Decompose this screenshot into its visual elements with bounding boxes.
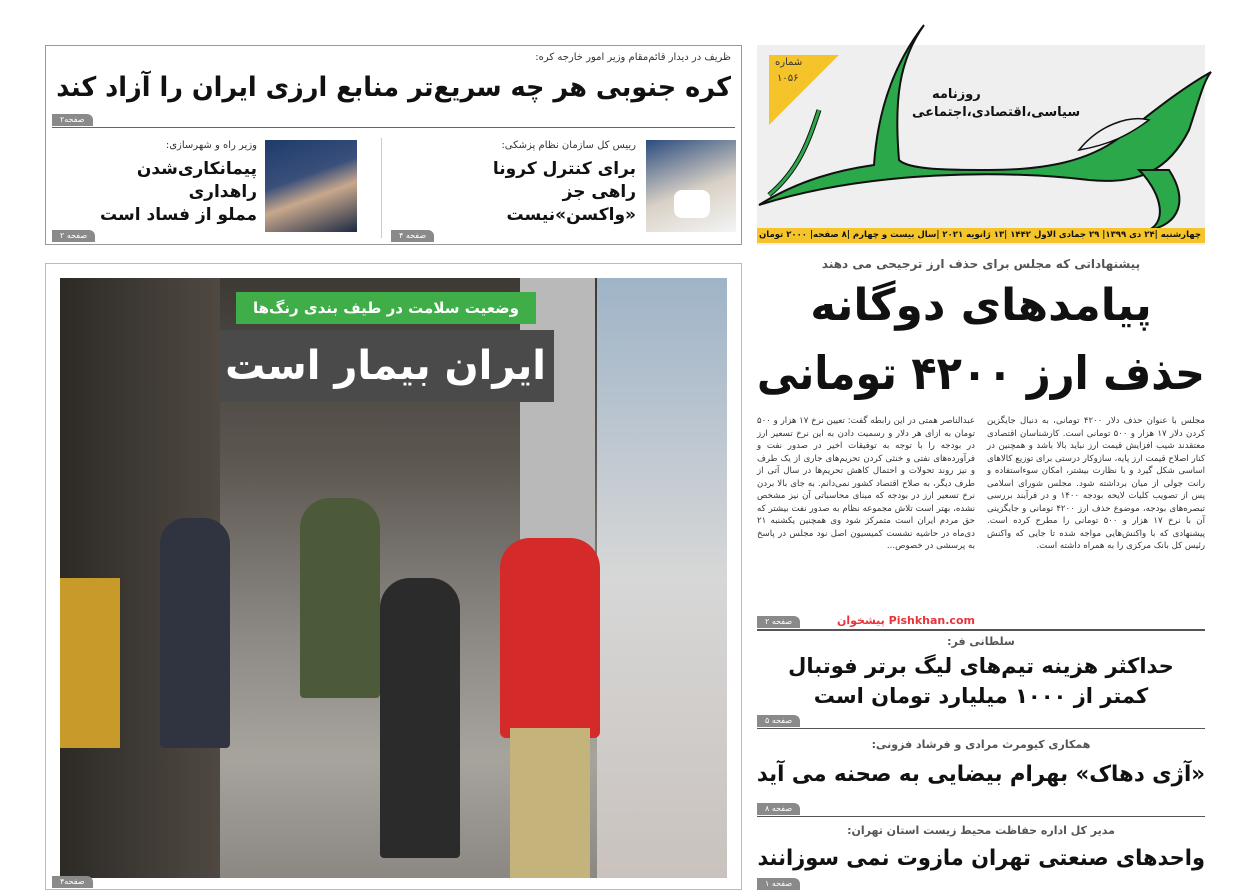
divider bbox=[381, 138, 382, 238]
masthead bbox=[757, 45, 1205, 245]
mask-shape bbox=[674, 190, 710, 218]
brief-football[interactable] bbox=[757, 632, 1205, 732]
top-story-kicker: ظریف در دیدار قائم‌مقام وزیر امور خارجه کره: bbox=[535, 52, 731, 63]
page-tag: صفحه۲ bbox=[52, 114, 93, 126]
issue-number: ۱۰۵۶ bbox=[777, 73, 799, 84]
headline-line: راهی جز bbox=[562, 182, 636, 202]
photo-headline-band bbox=[219, 330, 554, 402]
paper-type: روزنامه bbox=[932, 87, 981, 102]
divider bbox=[757, 629, 1205, 631]
sub-story-medical[interactable] bbox=[391, 134, 736, 244]
portrait-photo bbox=[265, 140, 357, 232]
divider bbox=[757, 816, 1205, 817]
page-tag: صفحه ۲ bbox=[52, 230, 95, 242]
sub-story-kicker: رییس کل سازمان نظام پزشکی: bbox=[501, 140, 636, 151]
sub-story-kicker: وزیر راه و شهرسازی: bbox=[165, 140, 257, 151]
page-tag: صفحه ۵ bbox=[757, 715, 800, 727]
headline-line: پیمانکاری‌شدن bbox=[136, 159, 257, 179]
lead-headline-1: پیامدهای دوگانه bbox=[810, 280, 1152, 331]
portrait-photo bbox=[646, 140, 736, 232]
lead-story[interactable] bbox=[757, 255, 1205, 630]
headline-line: «واکسن»نیست bbox=[506, 205, 636, 225]
photo-headline: ایران بیمار است bbox=[225, 343, 546, 389]
dateline-bar bbox=[757, 228, 1205, 243]
headline-line: مملو از فساد است bbox=[100, 205, 257, 225]
pishkhan-watermark: پیشخوان Pishkhan.com bbox=[837, 614, 975, 627]
brief-kicker: سلطانی فر: bbox=[947, 635, 1015, 648]
photo-kicker-band bbox=[236, 292, 536, 324]
headline-line: راهداری bbox=[188, 182, 257, 202]
page-tag: صفحه ۸ bbox=[757, 803, 800, 815]
dateline: چهارشنبه |۲۴ دی ۱۳۹۹| ۲۹ جمادی الاول ۱۴۴۲ |۱۳ ژانویه ۲۰۲۱ |سال بیست و چهارم |۸ صفحه| ۲۰۰۰ تومان bbox=[759, 230, 1201, 240]
lead-body-left: عبدالناصر همتی در این رابطه گفت: تعیین نرخ ۱۷ هزار و ۵۰۰ تومان به ازای هر دلار و رسمیت دادن به این نرخ تسعیر ارز در بودجه را با توجه به توفیقات اخیر در صدور نفت و فرآورده‌های نفتی و خنثی کردن تحریم‌های جاری از یک طرف و نیز روند تحولات و احتمال کاهش تحریم‌ها در سال آتی از طرف دیگر، به صلاح اقتصاد کشور نمی‌دانم. به جای بالا بردن نرخ تسعیر ارز در بودجه که مبنای محاسباتی آن نیز مشخص نشده، بهتر است تلاش مجموعه نظام به صدور نفت بیشتر که حق مردم ایران است متمرکز شود وی همچنین یکشنبه ۲۱ دی‌ماه در حاشیه نشست کمیسیون اصل نود مجلس در پاسخ به پرسشی در خصوص... bbox=[757, 416, 975, 551]
lead-headline-2: حذف ارز ۴۲۰۰ تومانی bbox=[756, 346, 1205, 400]
brief-headline: «آژی دهاک» بهرام بیضایی به صحنه می آید bbox=[756, 762, 1205, 787]
paper-subtitle: سیاسی،اقتصادی،اجتماعی bbox=[912, 105, 1081, 120]
page-tag: صفحه ۴ bbox=[391, 230, 434, 242]
photo-kicker: وضعیت سلامت در طیف بندی رنگ‌ها bbox=[253, 299, 519, 317]
page-tag: صفحه ۱ bbox=[757, 878, 800, 890]
sub-story-roads[interactable] bbox=[52, 134, 372, 244]
top-stories-box bbox=[45, 45, 742, 245]
brief-headline: واحدهای صنعتی تهران مازوت نمی سوزانند bbox=[757, 846, 1205, 871]
lead-kicker: پیشنهاداتی که مجلس برای حذف ارز ترجیحی می دهند bbox=[821, 257, 1141, 271]
brief-headline: حداکثر هزینه تیم‌های لیگ برتر فوتبال bbox=[788, 654, 1174, 678]
brief-kicker: مدیر کل اداره حفاظت محیط زیست استان تهران: bbox=[847, 824, 1115, 837]
brief-theatre[interactable] bbox=[757, 732, 1205, 820]
brief-environment[interactable] bbox=[757, 820, 1205, 892]
page-tag: صفحه۴ bbox=[52, 876, 93, 888]
issue-label: شماره bbox=[775, 57, 803, 68]
brief-kicker: همکاری کیومرث مرادی و فرشاد فزونی: bbox=[871, 738, 1091, 751]
top-story-headline[interactable]: کره جنوبی هر چه سریع‌تر منابع ارزی ایران را آزاد کند bbox=[56, 72, 731, 103]
photo-story[interactable] bbox=[45, 263, 742, 890]
headline-line: برای کنترل کرونا bbox=[492, 159, 636, 179]
divider bbox=[52, 127, 735, 128]
divider bbox=[757, 728, 1205, 729]
page-tag: صفحه ۲ bbox=[757, 616, 800, 628]
lead-body-right: مجلس با عنوان حذف دلار ۴۲۰۰ تومانی، به دنبال جایگزین کردن دلار ۱۷ هزار و ۵۰۰ تومانی است. کارشناسان اقتصادی معتقدند شیب افزایش قیمت ارز نباید بالا باشد و همچنین در کنار اصلاح قیمت ارز پایه، سازوکار درستی برای توزیع کالاهای اساسی شکل گیرد و با نظارت بیشتر، امکان سوءاستفاده و رانت جولی از میان برداشته شود. مجلس شورای اسلامی پس از تصویب کلیات لایحه بودجه ۱۴۰۰ و در فرآیند بررسی تبصره‌های بودجه، موضوع حذف ارز ۴۲۰۰ تومانی و جایگزینی آن با نرخ ۱۷ هزار و ۵۰۰ تومانی را مطرح کرده است. پیشنهادی که با واکنش‌هایی مواجه شده تا جایی که واکنش رئیس کل بانک مرکزی را به همراه داشته است. bbox=[987, 416, 1205, 551]
brief-headline: کمتر از ۱۰۰۰ میلیارد تومان است bbox=[813, 684, 1149, 708]
